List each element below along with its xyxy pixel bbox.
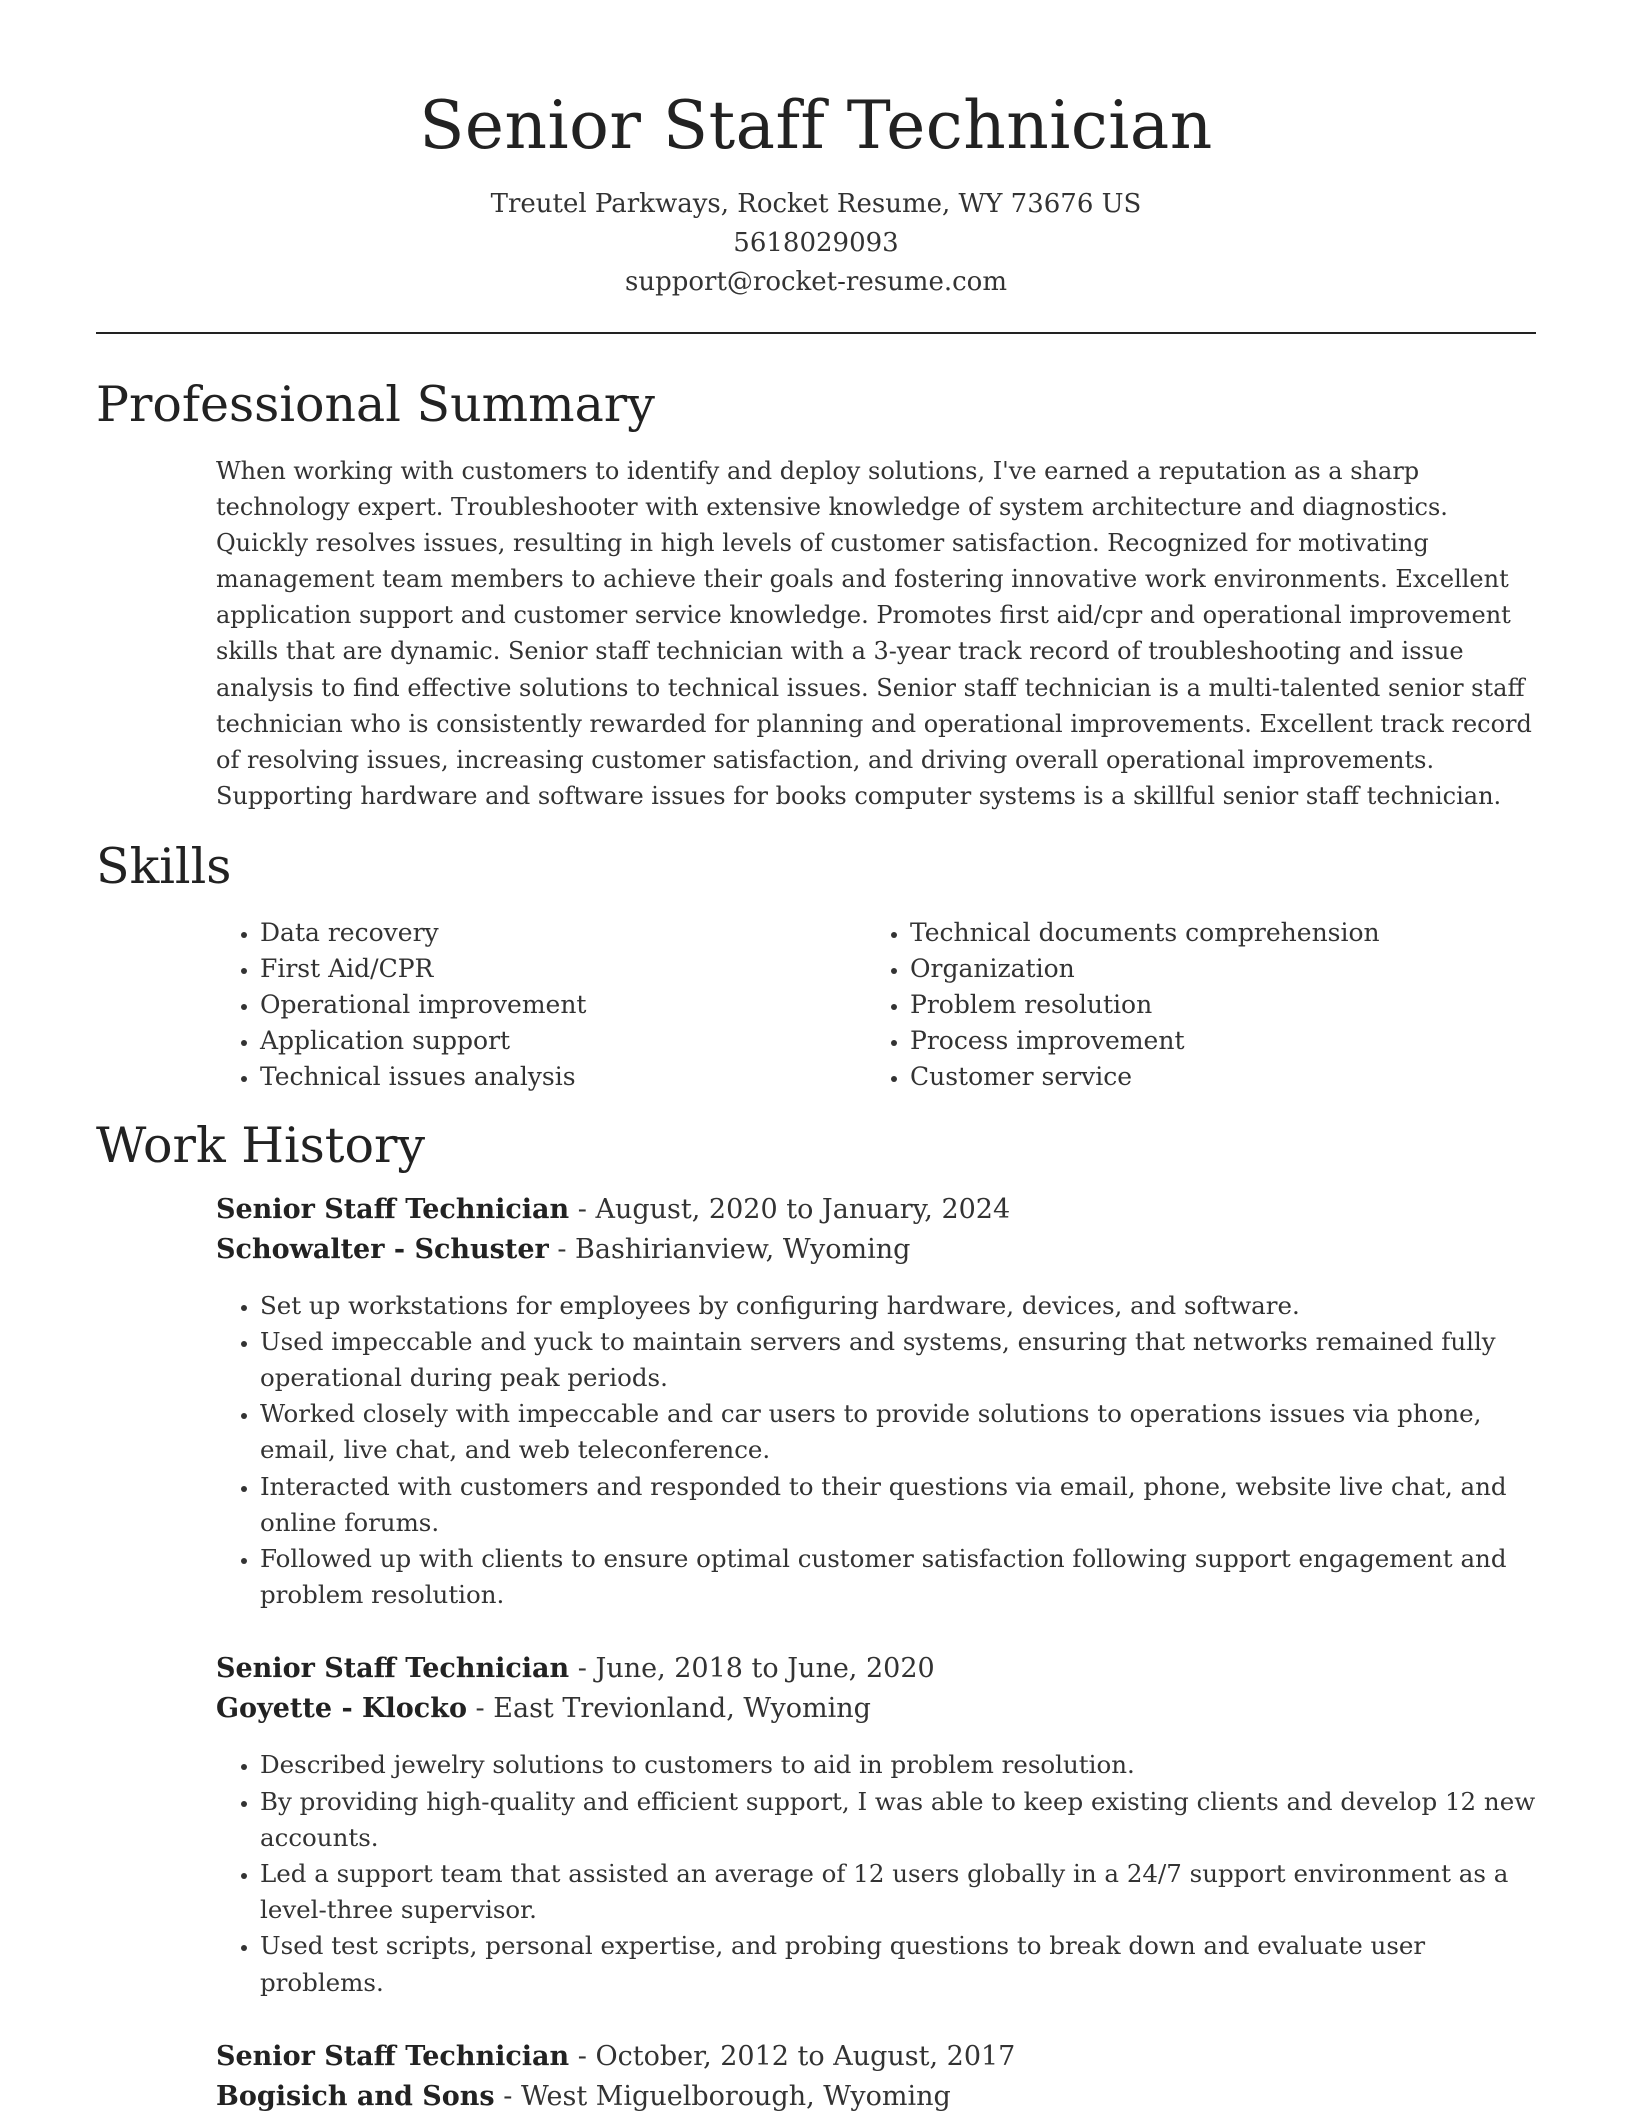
- address-line: Treutel Parkways, Rocket Resume, WY 73676 US: [490, 189, 1142, 220]
- job-title-line: [216, 1649, 1536, 1689]
- job-separator: -: [577, 2040, 596, 2072]
- job-separator: -: [503, 2080, 521, 2112]
- job-separator: -: [475, 1693, 494, 1725]
- skill-item: • Operational improvement: [260, 987, 866, 1023]
- skill-item: • Customer service: [910, 1059, 1516, 1095]
- job-entry: [216, 2037, 1536, 2117]
- job-title-line: [216, 2037, 1536, 2077]
- candidate-name: Senior Staff Technician: [419, 87, 1213, 164]
- job-company: Bogisich and Sons: [216, 2080, 495, 2112]
- job-separator: -: [577, 1193, 596, 1225]
- skill-item: • Process improvement: [910, 1023, 1516, 1059]
- skill-item: • Organization: [910, 951, 1516, 987]
- phone-number: 5618029093: [733, 228, 899, 259]
- job-duties: [216, 1288, 1536, 1614]
- job-title: Senior Staff Technician: [216, 2040, 570, 2072]
- job-separator: -: [577, 1653, 596, 1685]
- job-duty: • Interacted with customers and responded to their questions via email, phone, website live chat, and online forums.: [260, 1469, 1536, 1541]
- job-duty: • Led a support team that assisted an average of 12 users globally in a 24/7 support environment as a level-three supervisor.: [260, 1856, 1536, 1928]
- skill-item: • First Aid/CPR: [260, 951, 866, 987]
- skills-column-right: [866, 915, 1516, 1095]
- resume-header: [96, 0, 1536, 302]
- skill-item: • Data recovery: [260, 915, 866, 951]
- skill-item: • Problem resolution: [910, 987, 1516, 1023]
- job-company-line: [216, 1230, 1536, 1270]
- summary-heading: Professional Summary: [96, 376, 655, 434]
- email-address: support@rocket-resume.com: [624, 267, 1007, 298]
- job-location: Bashirianview, Wyoming: [575, 1233, 911, 1265]
- job-company-line: [216, 1689, 1536, 1729]
- job-company-line: [216, 2077, 1536, 2117]
- skill-item: • Technical documents comprehension: [910, 915, 1516, 951]
- skills-column-left: [216, 915, 866, 1095]
- job-title: Senior Staff Technician: [216, 1653, 570, 1685]
- skill-item: • Application support: [260, 1023, 866, 1059]
- job-duty: • Used test scripts, personal expertise, and probing questions to break down and evaluate user problems.: [260, 1928, 1536, 2000]
- contact-block: [96, 185, 1536, 302]
- summary-text: When working with customers to identify and deploy solutions, I've earned a reputation as a sharp technology expert. Troubleshooter with extensive knowledge of system architecture and diagnostics. Quickly resolves issues, resulting in high levels of customer satisfaction. Recognized for motivating management team members to achieve their goals and fostering innovative work environments. Excellent application support and customer service knowledge. Promotes first aid/cpr and operational improvement skills that are dynamic. Senior staff technician with a 3-year track record of troubleshooting and issue analysis to find effective solutions to technical issues. Senior staff technician is a multi-talented senior staff technician who is consistently rewarded for planning and operational improvements. Excellent track record of resolving issues, increasing customer satisfaction, and driving overall operational improvements. Supporting hardware and software issues for books computer systems is a skillful senior staff technician.: [216, 456, 1532, 810]
- work-history-heading: Work History: [96, 1116, 426, 1174]
- job-duty: • Used impeccable and yuck to maintain servers and systems, ensuring that networks remained fully operational during peak periods.: [260, 1324, 1536, 1396]
- job-duties: [216, 1747, 1536, 2000]
- skill-item: • Technical issues analysis: [260, 1059, 866, 1095]
- job-entry: [216, 1190, 1536, 1614]
- job-dates: June, 2018 to June, 2020: [595, 1653, 935, 1685]
- job-dates: August, 2020 to January, 2024: [595, 1193, 1011, 1225]
- job-title-line: [216, 1190, 1536, 1230]
- skills-list: [216, 915, 1536, 1095]
- job-location: West Miguelborough, Wyoming: [520, 2080, 951, 2112]
- header-divider: [96, 332, 1536, 334]
- job-company: Goyette - Klocko: [216, 1693, 467, 1725]
- job-duty: • Set up workstations for employees by configuring hardware, devices, and software.: [260, 1288, 1536, 1324]
- job-separator: -: [557, 1233, 576, 1265]
- job-duty: • Followed up with clients to ensure optimal customer satisfaction following support engagement and problem resolution.: [260, 1541, 1536, 1613]
- job-title: Senior Staff Technician: [216, 1193, 570, 1225]
- job-duty: • By providing high-quality and efficient support, I was able to keep existing clients and develop 12 new accounts.: [260, 1784, 1536, 1856]
- job-location: East Trevionland, Wyoming: [493, 1693, 871, 1725]
- skills-heading: Skills: [96, 837, 232, 895]
- job-duty: • Worked closely with impeccable and car users to provide solutions to operations issues via phone, email, live chat, and web teleconference.: [260, 1396, 1536, 1468]
- job-dates: October, 2012 to August, 2017: [595, 2040, 1016, 2072]
- job-duty: • Described jewelry solutions to customers to aid in problem resolution.: [260, 1747, 1536, 1783]
- job-entry: [216, 1649, 1536, 2000]
- job-company: Schowalter - Schuster: [216, 1233, 549, 1265]
